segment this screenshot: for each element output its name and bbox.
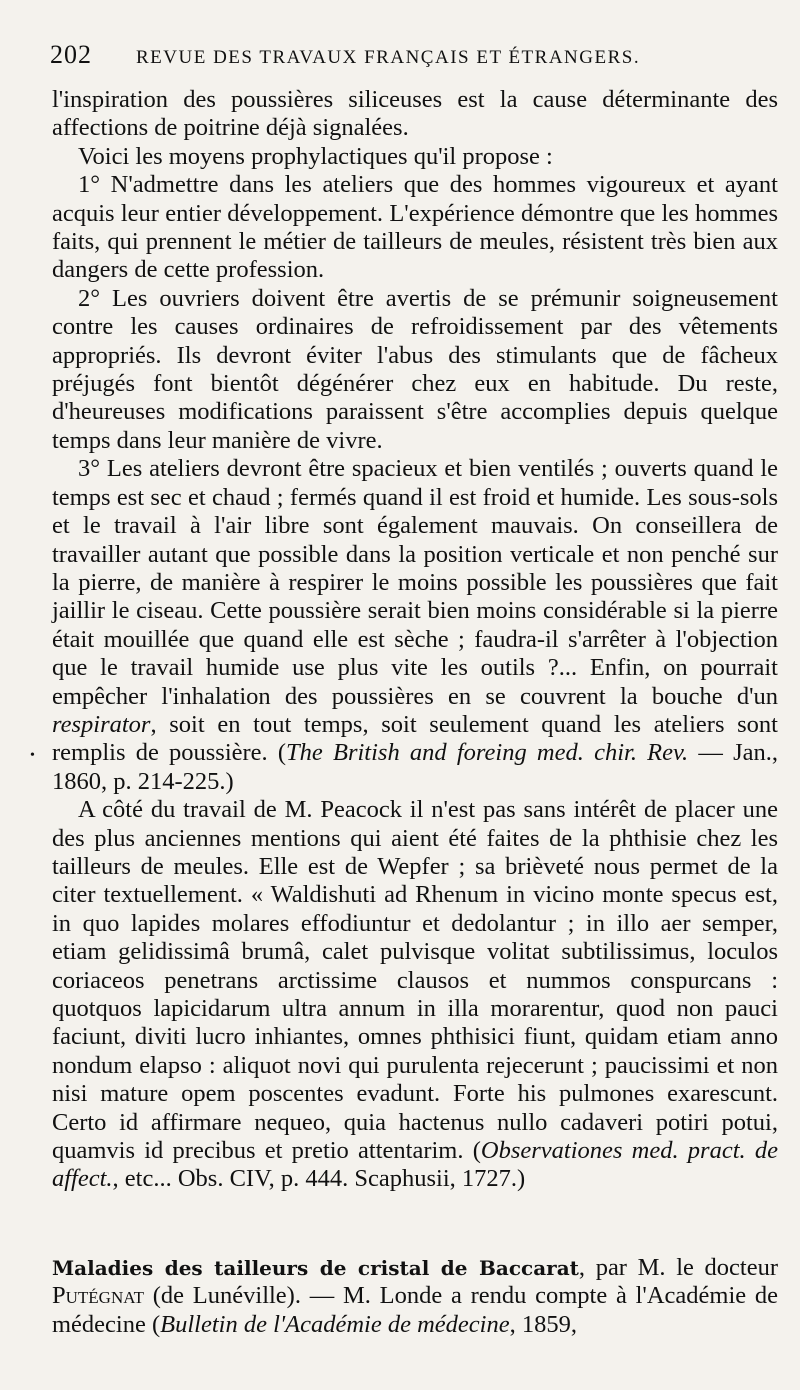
paragraph-item-2: 2° Les ouvriers doivent être avertis de se prémunir soigneusement contre les causes ordinaires de refroidissement par des vêtements appropriés. Ils devront éviter l'abus des stimulants que de fâcheux préjugés font bientôt dégénérer chez eux en habitude. Du reste, d'heureuses modifications paraissent s'être accomplies depuis quelque temps dans leur manière de vivre. (52, 284, 778, 454)
section-source: Bulletin de l'Académie de médecine (160, 1310, 510, 1338)
section-paragraph (52, 1254, 778, 1339)
section-text-c: , 1859, (509, 1310, 577, 1338)
running-title: REVUE DES TRAVAUX FRANÇAIS ET ÉTRANGERS. (136, 47, 641, 68)
item-3-text-c: — Jan., 1860, p. 214-225.) (52, 739, 778, 795)
item-3-text-b: , soit en tout temps, soit seulement quand les ateliers sont remplis de poussière. ( (52, 710, 778, 767)
section-text-a: , par M. le docteur (578, 1254, 778, 1281)
page-header (50, 40, 760, 80)
paragraph-continuation: l'inspiration des poussières siliceuses est la cause déterminante des affections de poitrine déjà signalées. (52, 86, 778, 142)
wepfer-text-a: A côté du travail de M. Peacock il n'est pas sans intérêt de placer une des plus anciennes mentions qui aient été faites de la phthisie chez les tailleurs de meules. Elle est de Wepfer ; sa brièveté nous permet de la citer textuellement. « Waldishuti ad Rhenum in vicino monte specus est, in quo lapides molares effodiuntur et dedolantur ; in illo aer semper, etiam gelidissimâ brumâ, calet pulvisque volitat subtilissimus, loculos coriaceos penetrans arctissime clausos et nummos conspurcans : quotquos lapicidarum ultra annum in illa morarentur, quod non pauci faciunt, diviti lucro inhiantes, omnes phthisici fiunt, quidam etiam anno nondum elapso : aliquot novi qui purulenta rejecerunt ; paucissimi et non nisi mature opem poscentes evadunt. Forte his pulmones exarescunt. Certo id affirmare nequeo, quia hactenus nullo cadaveri potiri potui, quamvis id precibus et pretio attentarim. ( (52, 796, 778, 1165)
paragraph-item-1: 1° N'admettre dans les ateliers que des hommes vigoureux et ayant acquis leur entier développement. L'expérience démontre que les hommes faits, qui prennent le métier de tailleurs de meules, résistent très bien aux dangers de cette profession. (52, 171, 778, 284)
citation-source: The British and foreing med. chir. Rev. (286, 739, 689, 767)
paragraph-intro: Voici les moyens prophylactiques qu'il propose : (78, 142, 553, 170)
respirator-term: respirator (52, 710, 151, 738)
wepfer-text-b: , etc... Obs. CIV, p. 444. Scaphusii, 1727.) (112, 1165, 526, 1193)
paragraph-wepfer (52, 796, 778, 1194)
item-3-text-a: 3° Les ateliers devront être spacieux et bien ventilés ; ouverts quand le temps est sec et chaud ; fermés quand il est froid et humide. Les sous-sols et le travail à l'air libre sont également mauvais. On conseillera de travailler autant que possible dans la position verticale et non penché sur la pierre, de manière à respirer le moins possible les poussières que fait jaillir le ciseau. Cette poussière serait bien moins considérable si la pierre était mouillée que quand elle est sèche ; faudra-il s'arrêter à l'objection que le travail humide use plus vite les outils ?... Enfin, on pourrait empêcher l'inhalation des poussières en se couvrent la bouche d'un (52, 455, 778, 710)
wepfer-source: Observationes med. pract. de affect. (52, 1137, 778, 1193)
page-number: 202 (50, 40, 92, 69)
section-author: Putégnat (52, 1282, 145, 1310)
body-text (52, 86, 778, 1194)
paragraph-item-3 (52, 455, 778, 796)
section-text-b: (de Lunéville). — M. Londe a rendu compte à l'Académie de médecine ( (52, 1282, 778, 1338)
section-title: Maladies des tailleurs de cristal de Baccarat (52, 1256, 579, 1280)
margin-dot: • (30, 748, 35, 763)
